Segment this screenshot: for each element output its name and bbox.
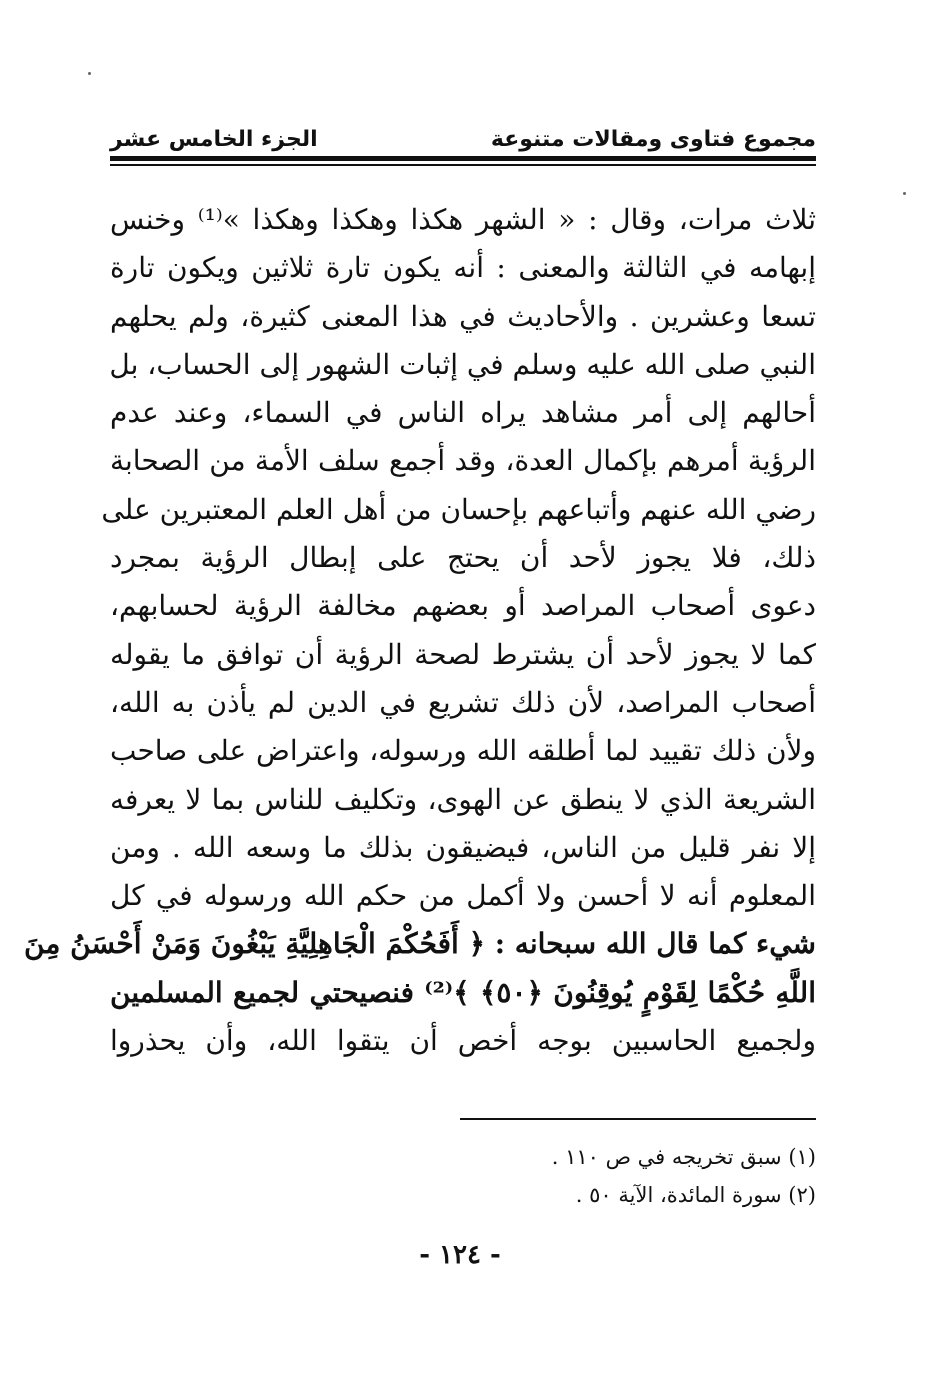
footnote-2: (٢) سورة المائدة، الآية ٥٠ .: [575, 1183, 816, 1207]
text-line: دعوى أصحاب المراصد أو بعضهم مخالفة الرؤية لحسابهم،: [110, 589, 816, 623]
text-line: أصحاب المراصد، لأن ذلك تشريع في الدين لم يأذن به الله،: [110, 685, 816, 719]
footnote-1: (١) سبق تخريجه في ص ١١٠ .: [551, 1145, 816, 1169]
main-text: [24, 196, 817, 1065]
part-title: الجزء الخامس عشر: [110, 127, 318, 152]
running-header: [110, 112, 816, 152]
text-line: تسعا وعشرين . والأحاديث في هذا المعنى كثيرة، ولم يحلهم: [110, 299, 816, 333]
text-line: كما لا يجوز لأحد أن يشترط لصحة الرؤية أن توافق ما يقوله: [110, 637, 817, 671]
page-number: - ١٢٤ -: [419, 1240, 501, 1270]
text-line: الرؤية أمرهم بإكمال العدة، وقد أجمع سلف الأمة من الصحابة: [110, 444, 816, 478]
text-line: إبهامه في الثالثة والمعنى : أنه يكون تارة ثلاثين ويكون تارة: [110, 251, 816, 285]
scan-speck: [903, 192, 906, 195]
header-rule-thin: [110, 164, 816, 166]
text-line: ولأن ذلك تقييد لما أطلقه الله ورسوله، واعتراض على صاحب: [110, 734, 816, 768]
text-line: ثلاث مرات، وقال : « الشهر هكذا وهكذا وهكذا »⁽¹⁾ وخنس: [110, 203, 816, 236]
header-rule-thick: [110, 156, 816, 161]
text-line: المعلوم أنه لا أحسن ولا أكمل من حكم الله ورسوله في كل: [110, 879, 816, 913]
text-line: ذلك، فلا يجوز لأحد أن يحتج على إبطال الرؤية بمجرد: [110, 541, 816, 575]
quran-verse-line: اللَّهِ حُكْمًا لِقَوْمٍ يُوقِنُونَ ﴿٥٠﴾ ﴾⁽²⁾ فنصيحتي لجميع المسلمين: [110, 975, 816, 1009]
quran-verse-line: شيء كما قال الله سبحانه : ﴿ أَفَحُكْمَ الْجَاهِلِيَّةِ يَبْغُونَ وَمَنْ أَحْسَنُ مِنَ: [24, 927, 816, 961]
text-line: أحالهم إلى أمر مشاهد يراه الناس في السماء، وعند عدم: [110, 396, 816, 430]
footnotes: [460, 1138, 816, 1214]
text-line: ولجميع الحاسبين بوجه أخص أن يتقوا الله، وأن يحذروا: [110, 1024, 816, 1058]
text-line: رضي الله عنهم وأتباعهم بإحسان من أهل العلم المعتبرين على: [101, 492, 816, 526]
text-line: إلا نفر قليل من الناس، فيضيقون بذلك ما وسعه الله . ومن: [110, 830, 816, 864]
text-line: الشريعة الذي لا ينطق عن الهوى، وتكليف للناس بما لا يعرفه: [110, 782, 816, 816]
scan-speck: [88, 72, 91, 75]
book-title: مجموع فتاوى ومقالات متنوعة: [490, 127, 816, 152]
text-line: النبي صلى الله عليه وسلم في إثبات الشهور إلى الحساب، بل: [109, 347, 816, 381]
footnote-separator: [460, 1118, 816, 1120]
